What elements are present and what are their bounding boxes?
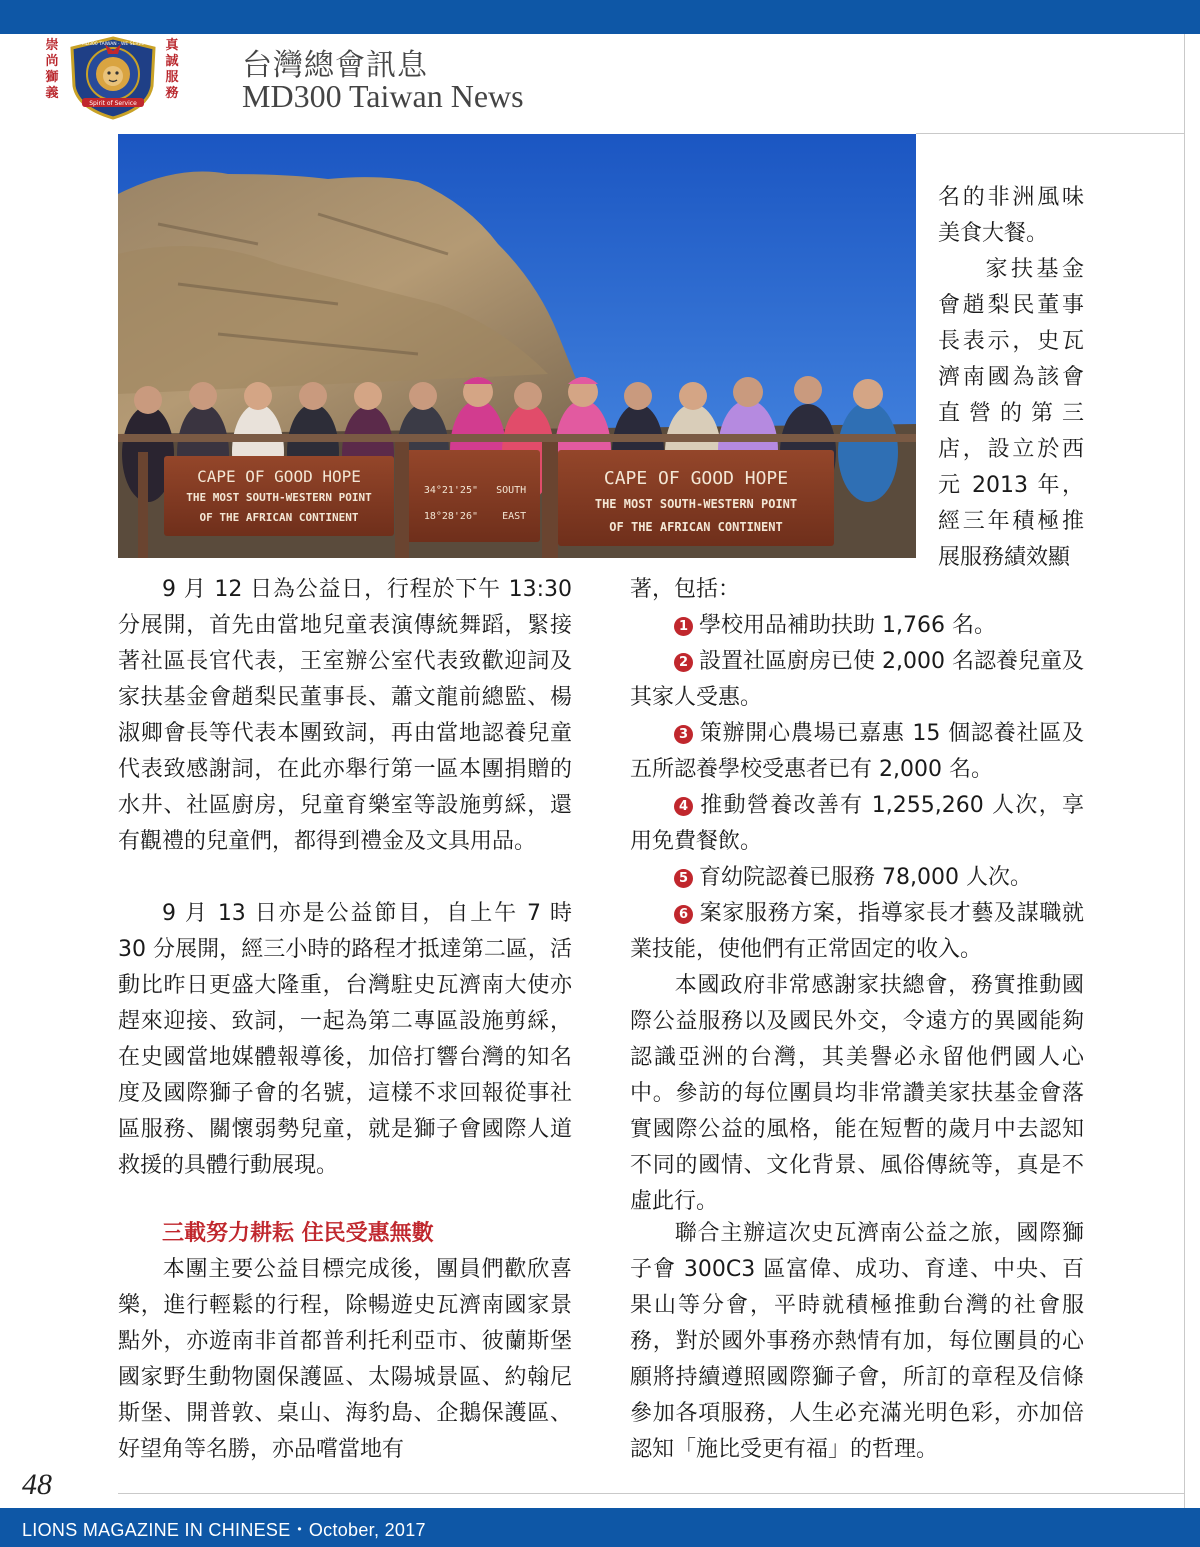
achievement-list — [630, 608, 1084, 968]
narrow-paragraph-1: 名的非洲風味美食大餐。 — [938, 185, 1084, 246]
footer-rule — [118, 1493, 1184, 1494]
number-badge: 5 — [674, 869, 693, 888]
list-item: 4 推動營養改善有 1,255,260 人次，享用免費餐飲。 — [630, 793, 1084, 854]
photo-top-rule — [916, 133, 1184, 134]
magazine-footer-text: LIONS MAGAZINE IN CHINESE・October, 2017 — [22, 1520, 426, 1540]
number-badge: 4 — [674, 797, 693, 816]
right-paragraph-3: 聯合主辦這次史瓦濟南公益之旅，國際獅子會 300C3 區富偉、成功、育達、中央、百果山等分會，平時就積極推動台灣的社會服務，對於國外事務亦熱情有加，每位團員的心願將持續遵照國際獅子會，所訂的章程及信條參加各項服務，人生必充滿光明色彩，亦加倍認知「施比受更有福」的哲理。 — [630, 1221, 1084, 1462]
logo-right-motto: 真誠服務 — [165, 38, 179, 101]
sign-coordinates — [410, 478, 540, 530]
longitude-value: 18°28'26" — [423, 511, 478, 522]
sign-left-title: CAPE OF GOOD HOPE — [197, 467, 361, 486]
sign-left — [164, 466, 394, 528]
list-item: 1 學校用品補助扶助 1,766 名。 — [630, 608, 1084, 644]
top-color-bar — [0, 0, 1200, 34]
lion-crest-icon — [68, 36, 158, 120]
right-intro: 著，包括： — [630, 577, 741, 602]
logo-banner-text: Spirit of Service — [89, 100, 137, 107]
logo-ring-text: MD300 TAIWAN · WE SERVE — [81, 42, 145, 47]
list-item: 6 案家服務方案，指導家長才藝及謀職就業技能，使他們有正常固定的收入。 — [630, 901, 1084, 962]
left-paragraph-3: 本團主要公益目標完成後，團員們歡欣喜樂，進行輕鬆的行程，除暢遊史瓦濟南國家景點外，亦遊南非首都普利托利亞市、彼蘭斯堡國家野生動物園保護區、太陽城景區、約翰尼斯堡、開普敦、桌山、海豹島、企鵝保護區、好望角等名勝，亦品嚐當地有 — [118, 1257, 572, 1462]
logo-left-motto: 崇尚獅義 — [45, 38, 59, 101]
sign-right-line1: THE MOST SOUTH-WESTERN POINT — [594, 497, 798, 511]
sign-left-line2: OF THE AFRICAN CONTINENT — [199, 511, 359, 524]
longitude-direction: EAST — [502, 511, 527, 522]
number-badge: 3 — [674, 725, 693, 744]
latitude-value: 34°21'25" — [423, 485, 478, 496]
list-item: 5 育幼院認養已服務 78,000 人次。 — [630, 860, 1084, 896]
latitude-direction: SOUTH — [496, 485, 527, 496]
sign-right — [558, 466, 834, 538]
number-badge: 1 — [674, 617, 693, 636]
sign-right-line2: OF THE AFRICAN CONTINENT — [609, 520, 783, 534]
section-title-english: MD300 Taiwan News — [242, 78, 524, 114]
left-paragraph-1: 9 月 12 日為公益日，行程於下午 13:30 分展開，首先由當地兒童表演傳統舞蹈，緊接著社區長官代表，王室辦公室代表致歡迎詞及家扶基金會趙梨民董事長、蕭文龍前總監、楊淑卿會長等代表本團致詞，再由當地認養兒童代表致感謝詞，在此亦舉行第一區本團捐贈的水井、社區廚房，兒童育樂室等設施剪綵，還有觀禮的兒童們，都得到禮金及文具用品。 — [118, 577, 572, 854]
sign-right-title: CAPE OF GOOD HOPE — [603, 468, 789, 489]
right-margin-rule — [1184, 34, 1185, 1508]
list-item: 3 策辦開心農場已嘉惠 15 個認養社區及五所認養學校受惠者已有 2,000 名。 — [630, 721, 1084, 782]
right-paragraph-2: 本國政府非常感謝家扶總會，務實推動國際公益服務以及國民外交，令遠方的異國能夠認識亞洲的台灣，其美譽必永留他們國人心中。參訪的每位團員均非常讚美家扶基金會落實國際公益的風格，能在短暫的歲月中去認知不同的國情、文化背景、風俗傳統等，真是不虛此行。 — [630, 973, 1084, 1214]
narrow-paragraph-2: 家扶基金會趙梨民董事長表示，史瓦濟南國為該會直營的第三店，設立於西元 2013 年，經三年積極推展服務績效顯 — [938, 257, 1084, 570]
subsection-heading: 三載努力耕耘 住民受惠無數 — [162, 1221, 434, 1246]
number-badge: 2 — [674, 653, 693, 672]
sign-left-line1: THE MOST SOUTH-WESTERN POINT — [186, 491, 372, 504]
number-badge: 6 — [674, 905, 693, 924]
list-item: 2 設置社區廚房已使 2,000 名認養兒童及其家人受惠。 — [630, 649, 1084, 710]
left-paragraph-2: 9 月 13 日亦是公益節目，自上午 7 時 30 分展開，經三小時的路程才抵達第二區，活動比昨日更盛大隆重，台灣駐史瓦濟南大使亦趕來迎接、致詞，一起為第二專區設施剪綵，在史國當地媒體報導後，加倍打響台灣的知名度及國際獅子會的名號，這樣不求回報從事社區服務、關懷弱勢兒童，就是獅子會國際人道救援的具體行動展現。 — [118, 901, 572, 1178]
section-title-chinese: 台灣總會訊息 — [242, 48, 428, 83]
lions-logo — [42, 36, 182, 120]
group-photo-cape-of-good-hope — [118, 134, 916, 558]
page-number: 48 — [22, 1468, 52, 1501]
